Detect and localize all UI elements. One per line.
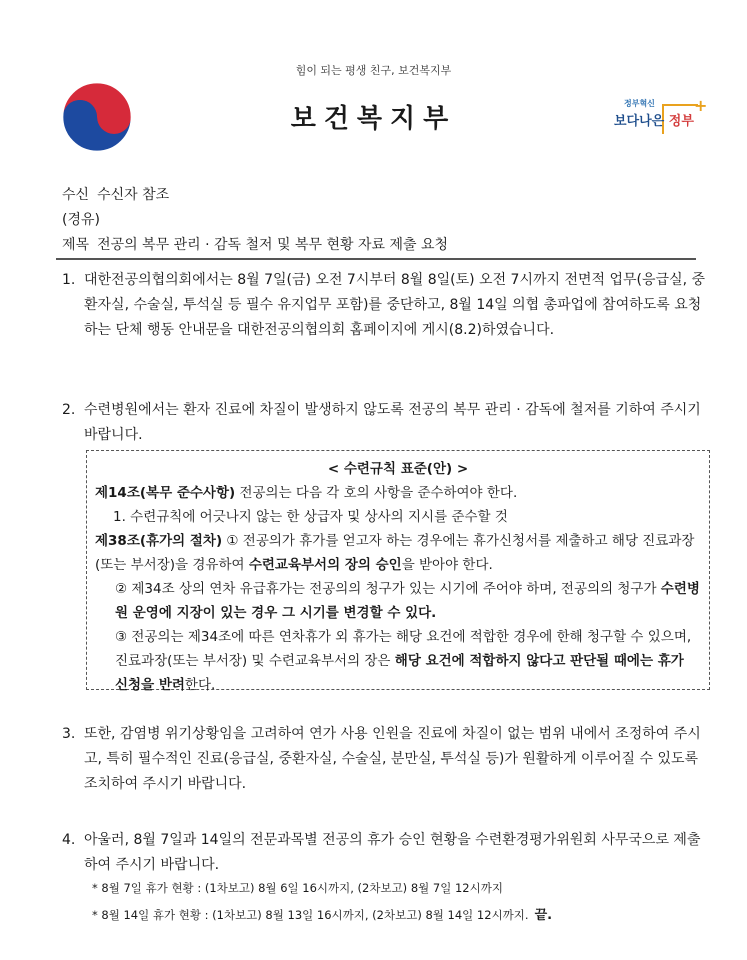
- logo-main-suffix: 정부: [668, 114, 694, 129]
- article-14-text: 전공의는 다음 각 호의 사항을 준수하여야 한다.: [235, 485, 518, 501]
- article-14-item-1: 1. 수련규칙에 어긋나지 않는 한 상급자 및 상사의 지시를 준수할 것: [113, 509, 508, 525]
- end-mark: 끝.: [534, 908, 553, 923]
- paragraph-1-text: 대한전공의협의회에서는 8월 7일(금) 오전 7시부터 8월 8일(토) 오전 7시까지 전면적 업무(응급실, 중환자실, 수술실, 투석실 등 필수 유지업무 포함)를 중단하고, 8월 14일 의협 총파업에 참여하도록 요청하는 단체 행동 안내문을 대한전공의협의회 홈페이지에 게시(8.2)하였습니다.: [84, 272, 706, 338]
- article-38-clause-3-end: 한다.: [184, 677, 216, 693]
- paragraph-3-text: 또한, 감염병 위기상황임을 고려하여 연가 사용 인원을 진료에 차질이 없는 범위 내에서 조정하여 주시고, 특히 필수적인 진료(응급실, 중환자실, 수술실, 분만실, 투석실 등)가 원활하게 이루어질 수 있도록 조치하여 주시기 바랍니다.: [84, 726, 701, 792]
- article-38-clause-1: [95, 529, 701, 577]
- paragraph-2-number: 2.: [62, 402, 76, 418]
- article-38-clause-2-text: ② 제34조 상의 연차 유급휴가는 전공의의 청구가 있는 시기에 주어야 하며, 전공의의 청구가: [115, 581, 661, 597]
- article-38-clause-1-bold: 수련교육부서의 장의 승인: [248, 557, 402, 573]
- logo-main-prefix: 보다나은: [614, 114, 665, 129]
- paragraph-3: [62, 722, 712, 797]
- article-38-clause-3-bold: 해당 요건에 적합하지 않다고 판단될 때에는 휴가 신청을 반려: [115, 653, 684, 693]
- logo-main-text: [614, 110, 694, 129]
- article-38-clause-2: [95, 577, 701, 625]
- article-38-clause-3: [95, 625, 701, 697]
- paragraph-2: [62, 398, 712, 448]
- via-line: (경유): [62, 212, 100, 228]
- recipient-value: 수신자 참조: [97, 187, 170, 203]
- paragraph-1-number: 1.: [62, 272, 76, 288]
- recipient-label: 수신: [62, 187, 90, 203]
- article-14: [95, 481, 701, 505]
- paragraph-4-text: 아울러, 8월 7일과 14일의 전문과목별 전공의 휴가 승인 현황을 수련환경평가위원회 사무국으로 제출하여 주시기 바랍니다.: [84, 832, 701, 873]
- government-innovation-logo: [614, 96, 706, 136]
- article-38-clause-1-end: 을 받아야 한다.: [401, 557, 493, 573]
- article-14-title: 제14조(복무 준수사항): [95, 485, 236, 501]
- article-38-clause-1-text: ① 전공의가 휴가를 얻고자 하는 경우에는 휴가신청서를 제출하고 해당 진료과장(또는 부서장)을 경유하여: [95, 533, 695, 573]
- paragraph-4: [62, 828, 712, 878]
- subject-divider: [56, 258, 696, 260]
- training-rules-box: [86, 450, 710, 693]
- recipient-line: [62, 184, 169, 204]
- rules-title: < 수련규칙 표준(안) >: [327, 461, 469, 477]
- bullet-aug-7: * 8월 7일 휴가 현황 : (1차보고) 8월 6일 16시까지, (2차보고) 8월 7일 12시까지: [92, 881, 503, 895]
- subject-label: 제목: [62, 237, 90, 253]
- bullet-aug-14: [92, 904, 552, 923]
- bullet-aug-14-text: * 8월 14일 휴가 현황 : (1차보고) 8월 13일 16시까지, (2차보고) 8월 14일 12시까지.: [92, 908, 529, 922]
- logo-small-text: 정부혁신: [624, 99, 655, 108]
- paragraph-2-text: 수련병원에서는 환자 진료에 차질이 발생하지 않도록 전공의 복무 관리 · 감독에 철저를 기하여 주시기 바랍니다.: [84, 402, 701, 443]
- paragraph-3-number: 3.: [62, 726, 76, 742]
- ministry-title: 보건복지부: [290, 104, 457, 134]
- article-38-clause-2-bold: 수련병원 운영에 지장이 있는 경우 그 시기를 변경할 수 있다.: [115, 581, 700, 621]
- logo-plus-icon: +: [694, 96, 708, 115]
- article-38-clause-3-text: ③ 전공의는 제34조에 따른 연차휴가 외 휴가는 해당 요건에 적합한 경우에 한해 청구할 수 있으며, 진료과장(또는 부서장) 및 수련교육부서의 장은: [115, 629, 692, 669]
- paragraph-1: [62, 268, 712, 343]
- header-slogan: 힘이 되는 평생 친구, 보건복지부: [295, 64, 452, 77]
- subject-value: 전공의 복무 관리 · 감독 철저 및 복무 현황 자료 제출 요청: [97, 237, 448, 253]
- subject-line: [62, 234, 448, 254]
- paragraph-4-number: 4.: [62, 832, 76, 848]
- article-38-title: 제38조(휴가의 절차): [95, 533, 223, 549]
